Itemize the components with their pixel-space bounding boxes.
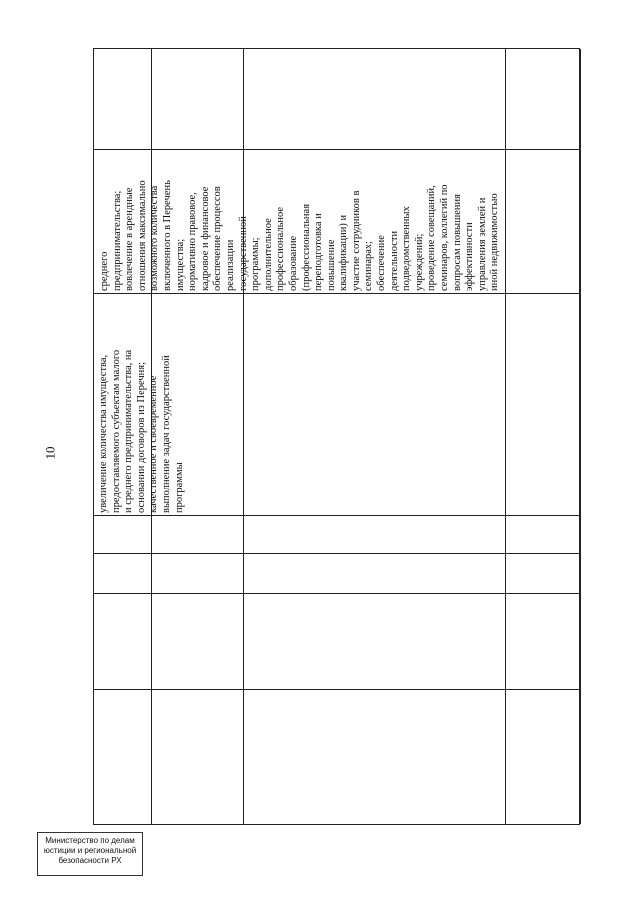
table-row-divider: [94, 515, 581, 516]
text-line: предпринимательства;: [111, 190, 123, 291]
page-number: 10: [42, 446, 58, 460]
text-line: семинаров, коллегий по: [439, 184, 451, 291]
document-table: [93, 48, 580, 825]
text-line: дополнительное: [262, 218, 274, 291]
text-line: квалификации) и: [338, 214, 350, 291]
table-row-divider: [94, 553, 581, 554]
text-line: проведение совещаний,: [426, 185, 438, 291]
text-line: семинарах;: [363, 240, 375, 291]
text-line: выполнение задач государственной: [160, 355, 172, 513]
table-row-divider: [94, 293, 581, 294]
text-line: профессиональное: [275, 206, 287, 291]
table-row-divider: [94, 149, 581, 150]
measures-cell-text: [99, 153, 502, 291]
results-cell-text: [98, 298, 186, 513]
text-line: увеличение количества имущества,: [98, 354, 109, 513]
text-line: деятельности: [388, 230, 400, 291]
text-line: обеспечение: [376, 235, 388, 291]
text-line: управления землей и: [476, 197, 488, 291]
text-line: эффективности: [464, 222, 476, 291]
text-line: возможного количества: [149, 185, 161, 291]
text-line: безопасности РХ: [58, 856, 122, 865]
text-line: повышение: [325, 239, 337, 291]
text-line: отношения максимально: [136, 180, 148, 291]
table-column-4: [506, 49, 581, 824]
text-line: Министерство по делам: [45, 836, 135, 845]
text-line: имущества;: [174, 238, 186, 291]
text-line: включенного в Перечень: [161, 180, 173, 291]
text-line: вовлечение в арендные: [124, 187, 136, 291]
text-line: (профессиональная: [300, 203, 312, 291]
text-line: качественное и своевременное: [148, 375, 160, 513]
text-line: государственной: [237, 216, 249, 291]
registration-stamp: [37, 832, 143, 876]
text-line: реализации: [224, 239, 236, 291]
text-line: кадровое и финансовое: [199, 186, 211, 291]
text-line: переподготовка и: [313, 213, 325, 291]
text-line: предоставляемого субъектам малого: [110, 349, 122, 513]
text-line: основании договоров из Перечня;: [135, 361, 147, 513]
text-line: вопросам повышения: [451, 194, 463, 291]
text-line: юстиции и региональной: [43, 846, 137, 855]
text-line: учреждений;: [413, 233, 425, 291]
text-line: программы: [173, 462, 185, 513]
text-line: образование: [287, 235, 299, 291]
text-line: и среднего предпринимательства, на: [123, 349, 135, 513]
text-line: обеспечение процессов: [212, 186, 224, 291]
text-line: нормативно правовое,: [187, 192, 199, 291]
text-line: среднего: [99, 251, 110, 291]
text-line: участие сотрудников в: [350, 190, 362, 291]
table-row-divider: [94, 689, 581, 690]
table-row-divider: [94, 593, 581, 594]
text-line: программы;: [250, 237, 262, 291]
text-line: иной недвижимостью: [489, 193, 501, 291]
text-line: подведомственных: [401, 206, 413, 291]
